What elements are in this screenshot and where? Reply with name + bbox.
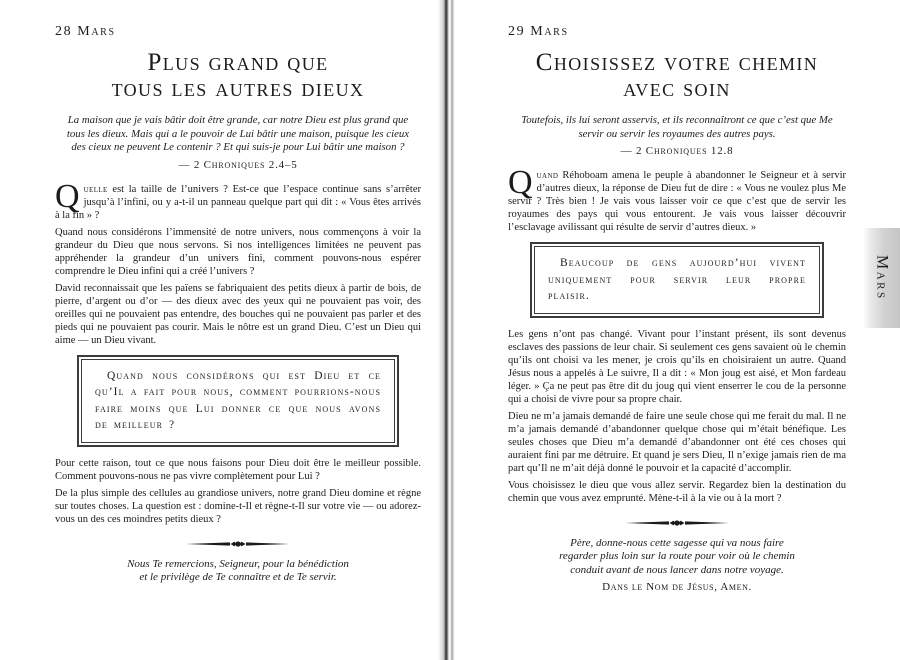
scripture-epigraph-right: Toutefois, ils lui seront asservis, et ils reconnaîtront ce que c’est que Me servir ou servir les royaumes des autres pays.	[521, 114, 833, 140]
closing-prayer-right	[508, 537, 846, 578]
body-paragraph: Vous choisissez le dieu que vous allez servir. Regardez bien la destination du chemin que vous avez emprunté. Mène-t-il à la vie ou à la mort ?	[508, 479, 846, 504]
page-left	[55, 0, 421, 585]
prayer-line: regarder plus loin sur la route pour voir où le chemin	[559, 550, 795, 563]
callout-box-left	[77, 355, 399, 447]
page-right	[508, 0, 846, 593]
prayer-line: et le privilège de Te connaître et de Te servir.	[139, 571, 337, 584]
body-paragraph: Les gens n’ont pas changé. Vivant pour l’instant présent, ils sont devenus esclaves des passions de leur chair. Si seulement ces gens savaient où le chemin qu’ils ont choisi va les mener, je crois qu’ils en choisiraient un autre. Quand Jésus nous a appelés à Le suivre, Il a dit : « Mon joug est aisé, et Mon fardeau léger. » Ça ne peut pas être dit du joug qui vient enserrer le cou de la personne qui a choisi de vivre pour sa propre chair.	[508, 328, 846, 405]
prayer-closing: Dans le Nom de Jésus, Amen.	[602, 580, 752, 593]
devotional-title-left	[55, 50, 421, 102]
callout-text: Quand nous considérons qui est Dieu et ce qu’Il a fait pour nous, comment pourrions-nous faire moins que Lui donner ce que nous avons de meilleur ?	[95, 369, 381, 431]
date-header-left: 28 Mars	[55, 24, 116, 39]
lead-word: uand	[536, 170, 559, 181]
title-line-2: tous les autres dieux	[111, 75, 365, 102]
body-paragraph: Dieu ne m’a jamais demandé de faire une seule chose qui me ferait du mal. Il ne m’a jamais demandé d’abandonner quelque chose qui m’était bénéfique. Les seules choses que Dieu m’a demandé d’abandonner ont été ces choses qui auraient fini par me détruire. Et quand je sers Dieu, Il n’exige jamais rien de ma part qu’Il ne m’ait déjà donné le pouvoir et la capacité d’accomplir.	[508, 410, 846, 474]
prayer-line: conduit avant de nous lancer dans notre voyage.	[570, 564, 784, 577]
lead-text: Réhoboam amena le peuple à abandonner le Seigneur et à servir d’autres dieux, la réponse de Dieu fut de dire : « Vous ne voulez plus Me servir ? Très bien ! Je vais vous laisser voir ce que c’est que de servir les royaumes des pays qui vous entourent. Je vais vous laisser découvrir l’esclavage avilissant qui résulte de servir d’autres dieux. »	[508, 170, 846, 233]
body-paragraph: De la plus simple des cellules au grandiose univers, notre grand Dieu domine et règne sur toutes choses. La question est : domine-t-Il et règne-t-Il sur votre vie — ou adorez-vous un des ces moindres petits dieux ?	[55, 487, 421, 525]
title-line-1: Plus grand que	[147, 49, 329, 76]
divider-ornament-icon	[625, 517, 729, 529]
drop-cap: Q	[55, 177, 80, 215]
prayer-line: Père, donne-nous cette sagesse qui va nous faire	[570, 536, 784, 549]
scripture-epigraph-left: La maison que je vais bâtir doit être grande, car notre Dieu est plus grand que tous les dieux. Mais qui a le pouvoir de Lui bâtir une maison, puisque les cieux des cieux ne peuvent Le contenir ? Et qui suis-je pour Lui bâtir une maison ?	[66, 114, 410, 153]
closing-prayer-left	[55, 558, 421, 586]
month-tab-label: Mars	[873, 255, 891, 301]
book-spine-gutter	[438, 0, 458, 660]
devotional-title-right	[508, 50, 846, 102]
callout-box-inner	[81, 359, 395, 443]
body-paragraph	[55, 177, 421, 222]
lead-word: uelle	[83, 183, 108, 195]
divider-ornament-icon	[186, 538, 290, 550]
month-tab	[863, 228, 900, 328]
section-divider	[55, 538, 421, 550]
callout-box-inner	[534, 246, 820, 314]
scripture-reference-left: — 2 Chroniques 2.4–5	[178, 158, 298, 171]
prayer-line: Nous Te remercions, Seigneur, pour la bénédiction	[127, 557, 349, 570]
title-line-2: avec soin	[623, 75, 731, 102]
body-paragraph: David reconnaissait que les païens se fabriquaient des petits dieux à partir de bois, de pierre, d’argent ou d’or — des dieux avec des yeux qui ne pouvaient pas voir, des oreilles qui ne pouvaient pas entendre, des bouches qui ne pouvaient pas parler et des pieds qui ne pouvaient pas courir. Mais le nôtre est un grand Dieu. C’est un Dieu qui aime — un Dieu vivant.	[55, 282, 421, 346]
date-header-right: 29 Mars	[508, 24, 569, 39]
body-text-left	[55, 177, 421, 526]
drop-cap: Q	[508, 164, 533, 201]
body-paragraph: Pour cette raison, tout ce que nous faisons pour Dieu doit être le meilleur possible. Comment pouvons-nous ne pas vivre complètement pour Lui ?	[55, 457, 421, 482]
callout-box-right	[530, 242, 824, 318]
callout-text: Beaucoup de gens aujourd’hui vivent uniquement pour servir leur propre plaisir.	[548, 257, 806, 302]
body-paragraph: Quand nous considérons l’immensité de notre univers, nous commençons à voir la grandeur du Dieu que nous servons. Si nos intelligences limitées ne peuvent pas appréhender la grandeur d’un univers fini, comment pouvons-nous espérer comprendre le Dieu infini qui a créé l’univers ?	[55, 226, 421, 277]
title-line-1: Choisissez votre chemin	[535, 49, 819, 76]
scripture-reference-right: — 2 Chroniques 12.8	[620, 145, 734, 157]
section-divider	[508, 517, 846, 529]
lead-text: est la taille de l’univers ? Est-ce que l’espace continue sans s’arrêter jusqu’à l’infini, ou y a-t-il un panneau quelque part qui dit : « Vous êtes arrivés à la fin » ?	[55, 183, 421, 221]
body-text-right	[508, 164, 846, 505]
body-paragraph	[508, 164, 846, 234]
